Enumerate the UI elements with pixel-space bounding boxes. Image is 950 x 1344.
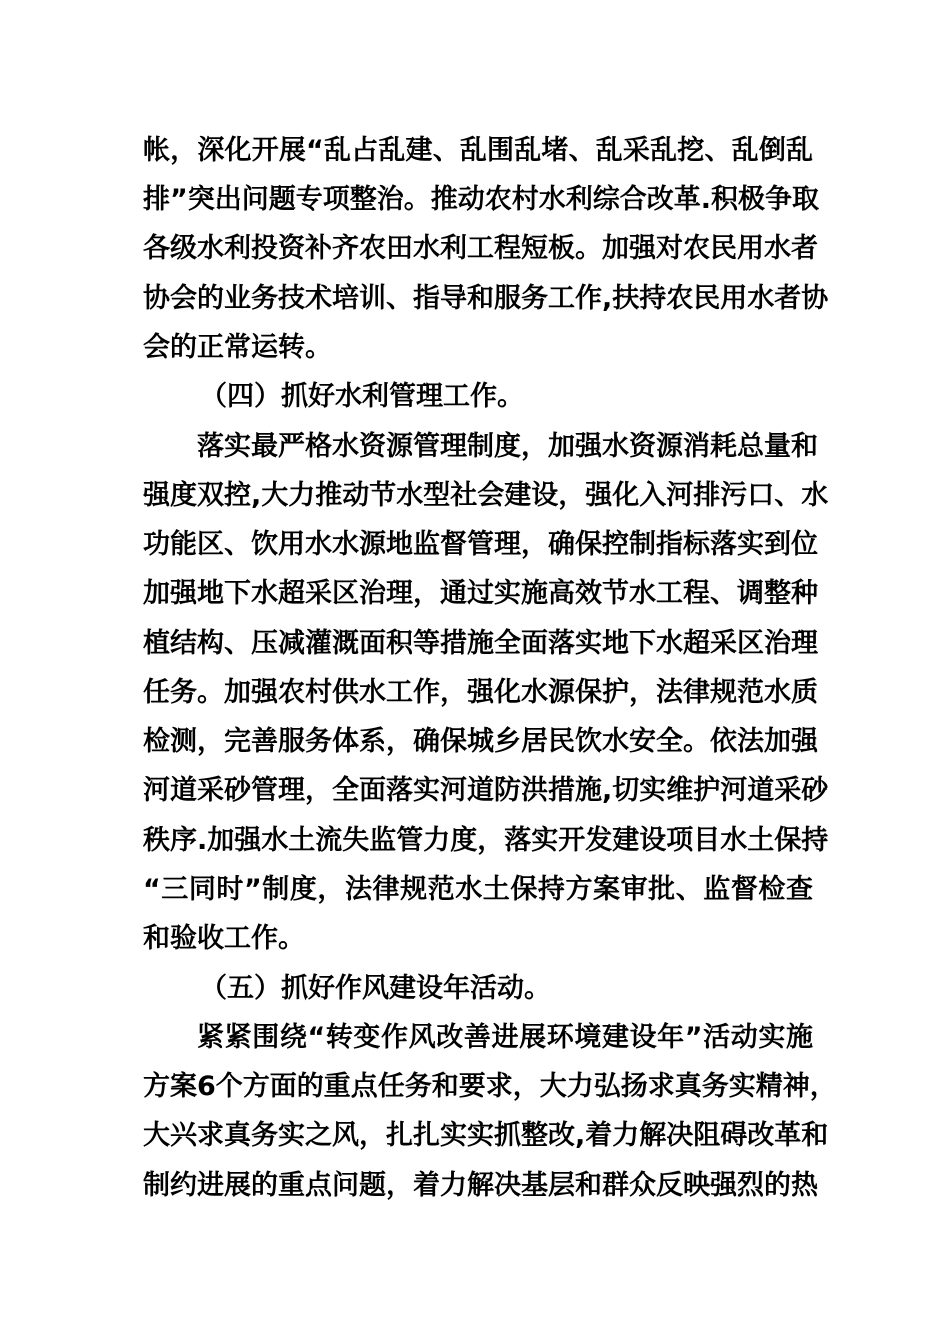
text-line: 加强地下水超采区治理，通过实施高效节水工程、调整种 (143, 578, 818, 609)
text-line: 大兴求真务实之风，扎扎实实抓整改,着力解决阻碍改革和 (143, 1120, 829, 1151)
text-line: 制约进展的重点问题，着力解决基层和群众反映强烈的热 (143, 1170, 818, 1201)
text-line: 植结构、压减灌溉面积等措施全面落实地下水超采区治理 (143, 628, 818, 659)
text-line: 紧紧围绕“转变作风改善进展环境建设年”活动实施 (197, 1022, 813, 1053)
text-line: 协会的业务技术培训、指导和服务工作,扶持农民用水者协 (143, 283, 829, 314)
text-line: 会的正常运转。 (143, 332, 332, 363)
text-line: 方案6个方面的重点任务和要求，大力弘扬求真务实精神， (143, 1071, 837, 1102)
text-line: 秩序.加强水土流失监管力度，落实开发建设项目水土保持 (143, 825, 829, 856)
text-line: 功能区、饮用水水源地监督管理，确保控制指标落实到位 (143, 529, 818, 560)
text-line: 各级水利投资补齐农田水利工程短板。加强对农民用水者 (143, 233, 818, 264)
text-line: 任务。加强农村供水工作，强化水源保护，法律规范水质 (143, 677, 818, 708)
section-heading: （四）抓好水利管理工作。 (200, 381, 524, 412)
text-line: 和验收工作。 (143, 923, 305, 954)
text-line: 河道采砂管理，全面落实河道防洪措施,切实维护河道采砂 (143, 775, 829, 806)
text-line: “三同时”制度，法律规范水土保持方案审批、监督检查 (143, 874, 813, 905)
text-line: 排”突出问题专项整治。推动农村水利综合改革.积极争取 (143, 184, 820, 215)
section-heading: （五）抓好作风建设年活动。 (200, 973, 551, 1004)
text-line: 落实最严格水资源管理制度，加强水资源消耗总量和 (197, 431, 818, 462)
text-line: 检测，完善服务体系，确保城乡居民饮水安全。依法加强 (143, 726, 818, 757)
text-line: 强度双控,大力推动节水型社会建设，强化入河排污口、水 (143, 480, 829, 511)
text-line: 帐，深化开展“乱占乱建、乱围乱堵、乱采乱挖、乱倒乱 (143, 135, 813, 166)
